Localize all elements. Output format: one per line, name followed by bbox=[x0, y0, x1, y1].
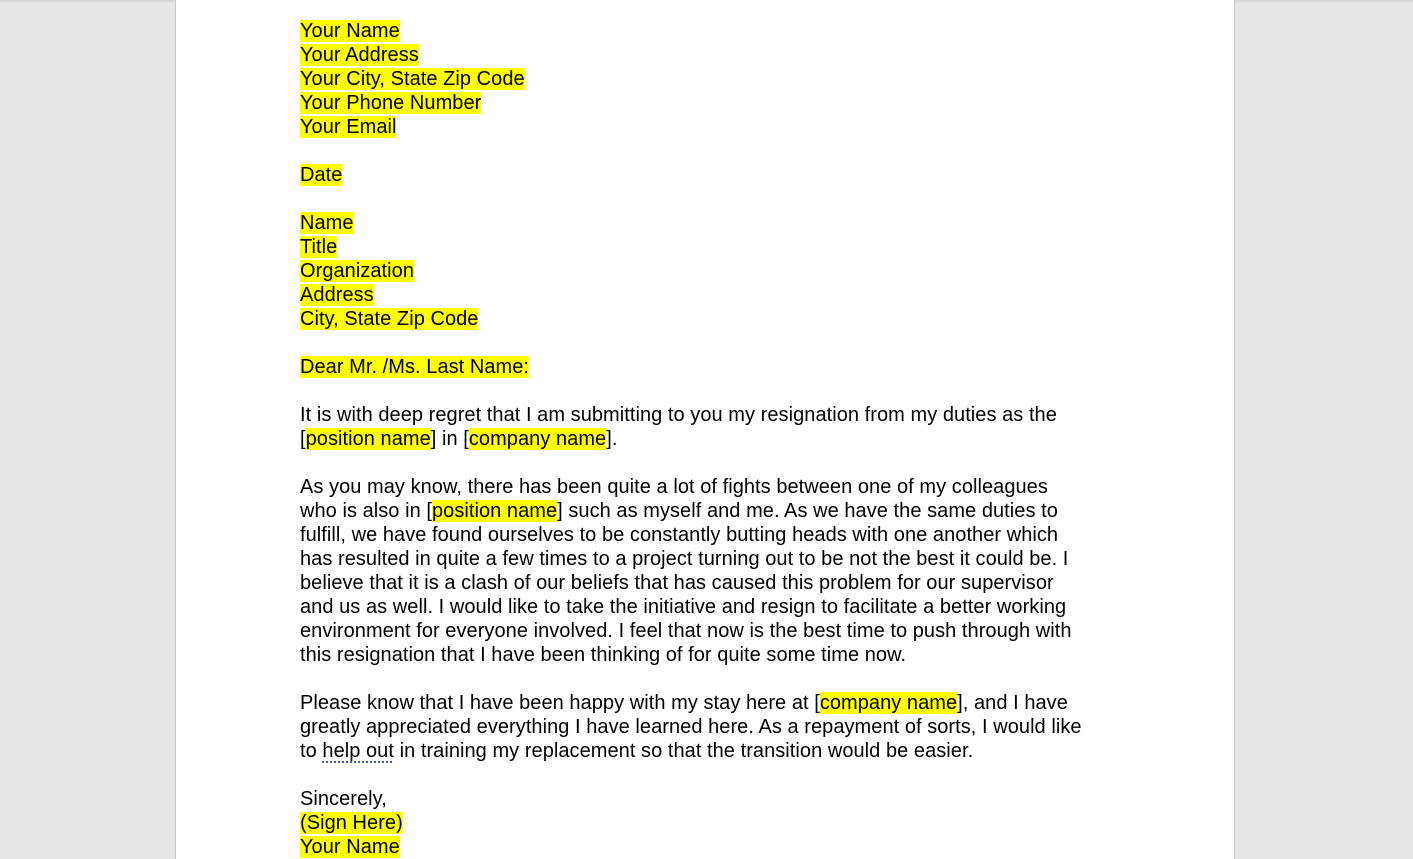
letter-date: Date bbox=[300, 164, 343, 186]
valediction-line[interactable]: Sincerely, bbox=[300, 788, 387, 810]
sender-phone: Your Phone Number bbox=[300, 92, 482, 114]
paragraph-3-line-1[interactable] bbox=[300, 691, 1130, 715]
text-run: ], and I have bbox=[957, 692, 1068, 714]
blank-line[interactable] bbox=[300, 763, 1130, 787]
paragraph-2-line-7[interactable]: environment for everyone involved. I feel that now is the best time to push through with bbox=[300, 620, 1072, 642]
document-page[interactable] bbox=[175, 0, 1235, 859]
text-run: ] such as myself and me. As we have the same duties to bbox=[557, 500, 1058, 522]
sender-phone-line[interactable] bbox=[300, 91, 1130, 115]
bracket-close: ]. bbox=[606, 428, 618, 450]
bracket-open: [ bbox=[300, 428, 306, 450]
blank-line[interactable] bbox=[300, 667, 1130, 691]
text-run: who is also in [ bbox=[300, 500, 432, 522]
company-name-placeholder: company name bbox=[468, 428, 607, 450]
blank-line[interactable] bbox=[300, 451, 1130, 475]
date-line[interactable] bbox=[300, 163, 1130, 187]
sender-city-state-zip: Your City, State Zip Code bbox=[300, 68, 525, 90]
paragraph-2-line-2[interactable] bbox=[300, 499, 1130, 523]
recipient-title-line[interactable] bbox=[300, 235, 1130, 259]
recipient-address: Address bbox=[300, 284, 374, 306]
sender-city-line[interactable] bbox=[300, 67, 1130, 91]
sender-address-line[interactable] bbox=[300, 43, 1130, 67]
paragraph-2-line-5[interactable]: believe that it is a clash of our beliefs that has caused this problem for our supervisor bbox=[300, 572, 1054, 594]
sender-name-line[interactable] bbox=[300, 19, 1130, 43]
closing-name: Your Name bbox=[300, 836, 400, 858]
paragraph-2-line-3[interactable]: fulfill, we have found ourselves to be constantly butting heads with one another which bbox=[300, 524, 1059, 546]
paragraph-2-line-4[interactable]: has resulted in quite a few times to a project turning out to be not the best it could be. I bbox=[300, 548, 1069, 570]
grammar-flagged-text[interactable]: help out bbox=[322, 740, 394, 762]
recipient-address-line[interactable] bbox=[300, 283, 1130, 307]
recipient-organization: Organization bbox=[300, 260, 414, 282]
recipient-name-line[interactable] bbox=[300, 211, 1130, 235]
salutation-line[interactable] bbox=[300, 355, 1130, 379]
letter-body[interactable] bbox=[300, 19, 1130, 859]
paragraph-3-line-3[interactable] bbox=[300, 739, 1130, 763]
salutation: Dear Mr. /Ms. Last Name: bbox=[300, 356, 530, 378]
recipient-city-line[interactable] bbox=[300, 307, 1130, 331]
recipient-title: Title bbox=[300, 236, 338, 258]
paragraph-1-line-1[interactable]: It is with deep regret that I am submitting to you my resignation from my duties as the bbox=[300, 404, 1057, 426]
paragraph-2-line-6[interactable]: and us as well. I would like to take the initiative and resign to facilitate a better working bbox=[300, 596, 1067, 618]
blank-line[interactable] bbox=[300, 139, 1130, 163]
sender-email: Your Email bbox=[300, 116, 397, 138]
signature-placeholder: (Sign Here) bbox=[300, 812, 403, 834]
blank-line[interactable] bbox=[300, 331, 1130, 355]
recipient-city-state-zip: City, State Zip Code bbox=[300, 308, 479, 330]
blank-line[interactable] bbox=[300, 187, 1130, 211]
company-name-placeholder: company name bbox=[819, 692, 958, 714]
paragraph-3-line-2[interactable]: greatly appreciated everything I have learned here. As a repayment of sorts, I would like bbox=[300, 716, 1082, 738]
text-run: Please know that I have been happy with my stay here at [ bbox=[300, 692, 820, 714]
text-run: to bbox=[300, 740, 323, 762]
bracket-joiner: ] in [ bbox=[430, 428, 469, 450]
blank-line[interactable] bbox=[300, 379, 1130, 403]
sender-name: Your Name bbox=[300, 20, 400, 42]
sender-address: Your Address bbox=[300, 44, 419, 66]
paragraph-2-line-1[interactable]: As you may know, there has been quite a lot of fights between one of my colleagues bbox=[300, 476, 1048, 498]
paragraph-1-line-2[interactable] bbox=[300, 427, 1130, 451]
recipient-organization-line[interactable] bbox=[300, 259, 1130, 283]
sender-email-line[interactable] bbox=[300, 115, 1130, 139]
text-run: in training my replacement so that the transition would be easier. bbox=[393, 740, 974, 762]
position-name-placeholder: position name bbox=[305, 428, 431, 450]
paragraph-2-line-8[interactable]: this resignation that I have been thinking of for quite some time now. bbox=[300, 644, 907, 666]
closing-name-line[interactable] bbox=[300, 835, 1130, 859]
recipient-name: Name bbox=[300, 212, 354, 234]
signature-line[interactable] bbox=[300, 811, 1130, 835]
position-name-placeholder: position name bbox=[431, 500, 558, 522]
